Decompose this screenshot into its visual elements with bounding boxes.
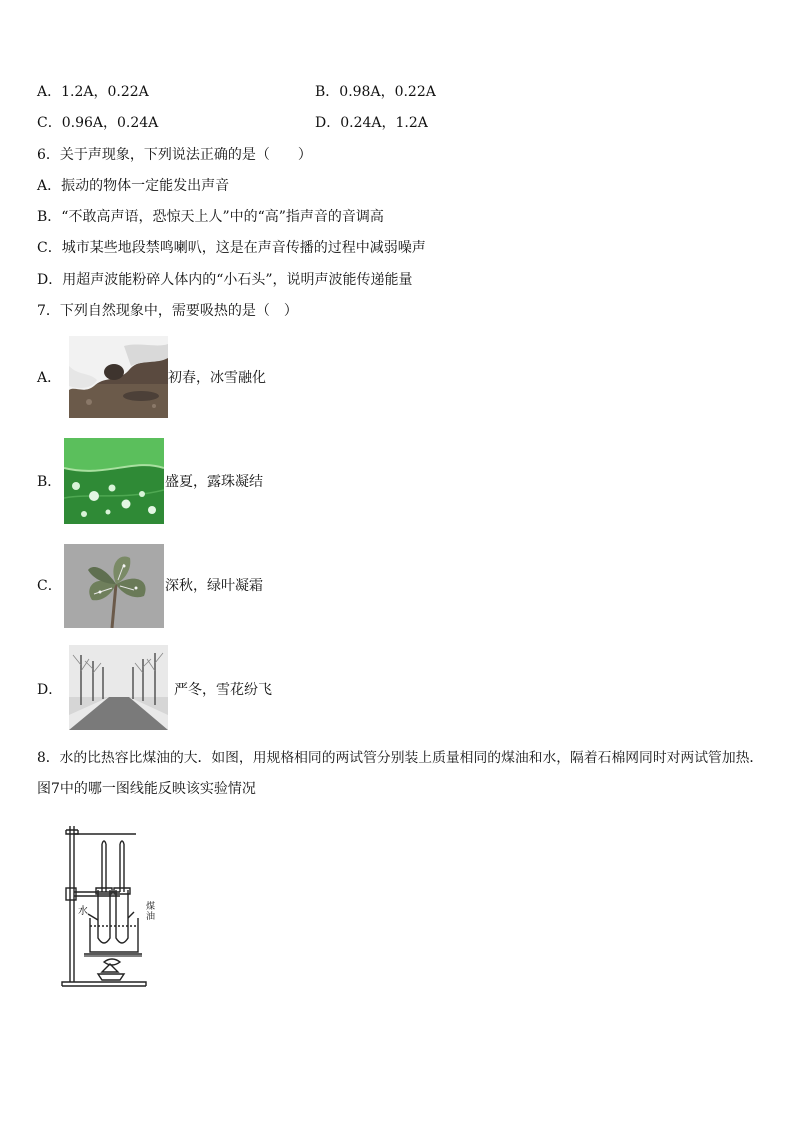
q6-stem: 6．关于声现象，下列说法正确的是（ ）	[37, 147, 312, 163]
frosted-leaves-image	[64, 544, 164, 628]
q6-option-d: D．用超声波能粉碎人体内的“小石头”，说明声波能传递能量	[37, 272, 413, 288]
q7-option-b-letter: B．	[37, 474, 62, 490]
q8-stem-line1: 8．水的比热容比煤油的大．如图，用规格相同的两试管分别装上质量相同的煤油和水，隔着石棉网同时对两试管加热．	[37, 750, 764, 766]
melting-snow-image	[69, 336, 168, 418]
q7-option-d-letter: D．	[37, 682, 63, 698]
q7-option-a-caption: 初春，冰雪融化	[168, 370, 266, 386]
q7-option-d-caption: 严冬，雪花纷飞	[174, 682, 272, 698]
q5-option-b: B．0.98A，0.22A	[315, 84, 436, 100]
q5-option-a: A．1.2A，0.22A	[37, 84, 149, 100]
snowy-trees-image	[69, 645, 168, 730]
q7-option-b-caption: 盛夏，露珠凝结	[165, 474, 263, 490]
q7-option-a-letter: A．	[37, 370, 62, 386]
q8-stem-line2: 图7中的哪一图线能反映该实验情况	[37, 781, 256, 797]
q7-stem: 7．下列自然现象中，需要吸热的是（ ）	[37, 303, 298, 319]
q6-option-c: C．城市某些地段禁鸣喇叭，这是在声音传播的过程中减弱噪声	[37, 240, 426, 256]
q6-option-b: B．“不敢高声语，恐惊天上人”中的“高”指声音的音调高	[37, 209, 384, 225]
q7-option-c-letter: C．	[37, 578, 62, 594]
kerosene-label: 煤油	[146, 902, 156, 922]
heating-apparatus-diagram	[58, 822, 158, 992]
q5-option-c: C．0.96A，0.24A	[37, 115, 159, 131]
dew-drops-image	[64, 438, 164, 524]
q6-option-a: A．振动的物体一定能发出声音	[37, 178, 230, 194]
water-label: 水	[78, 906, 88, 917]
q5-option-d: D．0.24A，1.2A	[315, 115, 428, 131]
q7-option-c-caption: 深秋，绿叶凝霜	[165, 578, 263, 594]
